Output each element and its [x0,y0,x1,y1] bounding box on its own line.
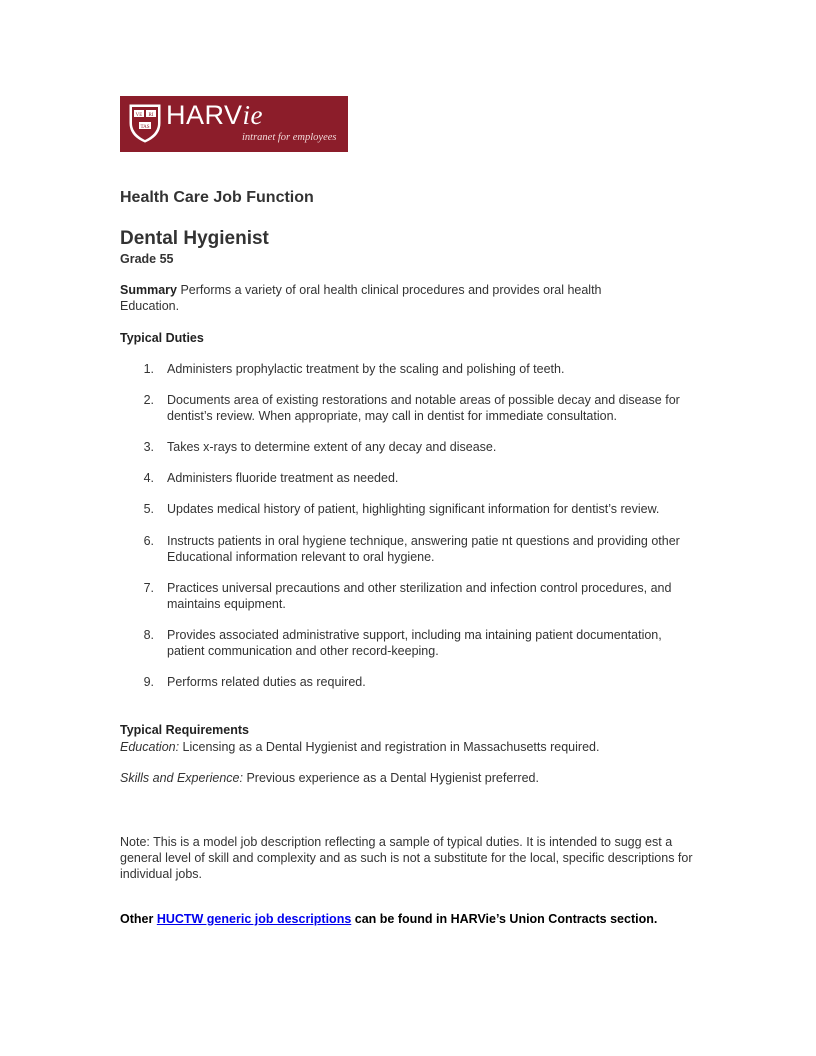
summary-text: Performs a variety of oral health clinical procedures and provides oral health Education. [120,283,602,313]
summary-label: Summary [120,283,177,297]
page-title: Dental Hygienist [120,228,269,249]
svg-text:RI: RI [148,113,154,118]
footer-line: Other HUCTW generic job descriptions can be found in HARVie’s Union Contracts section. [120,912,658,926]
job-function-heading: Health Care Job Function [120,189,314,206]
harvard-shield-icon [128,103,162,143]
note-paragraph: Note: This is a model job description reflecting a sample of typical duties. It is intended to sugg est a general level of skill and complexity and as such is not a substitute for the local, specific descriptions for individual jobs. [120,835,693,881]
huctw-job-descriptions-link[interactable]: HUCTW generic job descriptions [156,912,352,926]
summary [120,282,640,314]
logo-wordmark: HARVie [166,100,264,130]
svg-text:TAS: TAS [140,125,150,130]
duties-heading: Typical Duties [120,331,204,345]
grade-label: Grade 55 [120,252,174,266]
harvie-logo [120,96,348,152]
requirements-heading: Typical Requirements [120,723,249,737]
svg-text:VE: VE [135,113,143,118]
logo-tagline: intranet for employees [242,132,337,143]
skills-requirement: Skills and Experience: Previous experience as a Dental Hygienist preferred. [120,771,539,785]
education-requirement: Education: Licensing as a Dental Hygienist and registration in Massachusetts required. [120,740,600,754]
